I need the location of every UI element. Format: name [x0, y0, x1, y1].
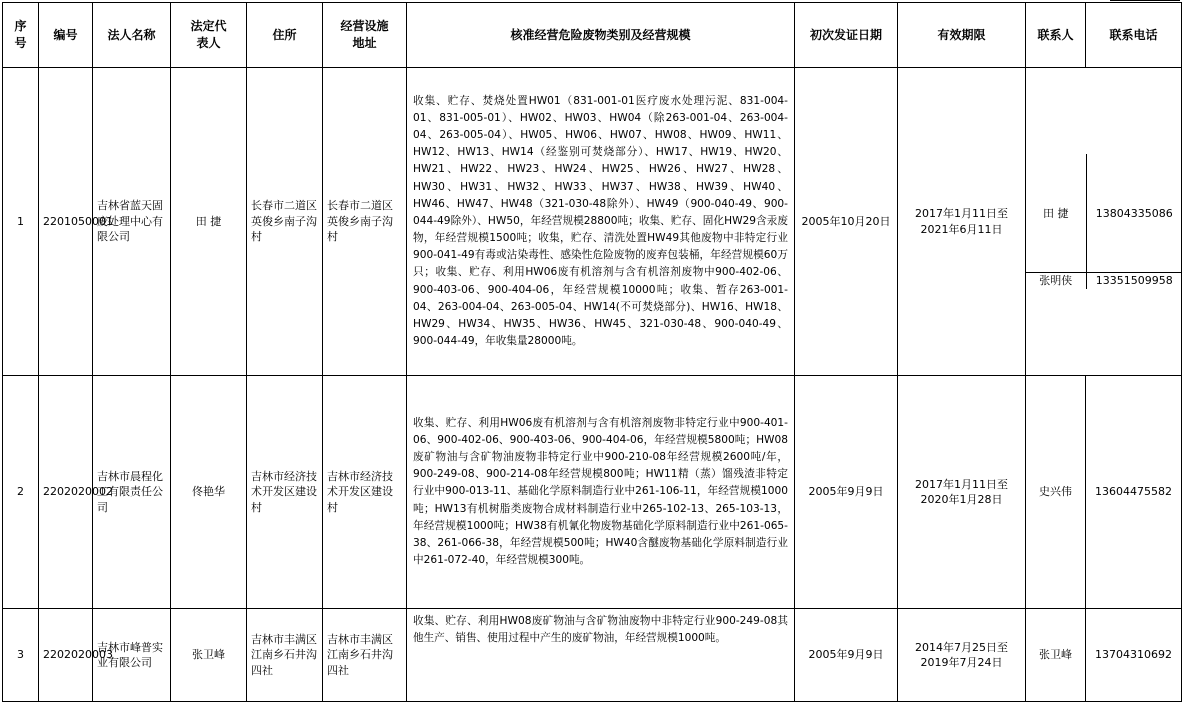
header-scope: 核准经营危险废物类别及经营规模: [407, 3, 795, 68]
contact-row: [1026, 273, 1182, 289]
license-table: [2, 2, 1182, 702]
header-legal-rep: 法定代表人: [171, 3, 247, 68]
row-address: 吉林市丰满区江南乡石井沟四社: [247, 609, 323, 702]
row-legal-rep: 田 捷: [171, 68, 247, 376]
row-validity: 2017年1月11日至2021年6月11日: [898, 68, 1026, 376]
row-first-issue: 2005年9月9日: [795, 609, 898, 702]
header-phone: 联系电话: [1086, 3, 1182, 68]
header-row: [3, 3, 1182, 68]
row-first-issue: 2005年10月20日: [795, 68, 898, 376]
license-table-sheet: [2, 2, 1181, 702]
row-facility: 吉林市经济技术开发区建设村: [323, 376, 407, 609]
contact-name: 张明侠: [1026, 273, 1086, 289]
row-contacts: [1026, 68, 1182, 376]
row-scope: 收集、贮存、焚烧处置HW01（831-001-01医疗废水处理污泥、831-004-01、831-005-01）、HW02、HW03、HW04（除263-001-04、263-004-04、263-005-04）、HW05、HW06、HW07、HW08、HW09、HW11、HW12、HW13、HW14（经鉴别可焚烧部分）、HW17、HW19、HW20、HW21、HW22、HW23、HW24、HW25、HW26、HW27、HW28、HW30、HW31、HW32、HW33、HW37、HW38、HW39、HW40、HW46、HW47、HW48（321-030-48除外）、HW49（900-040-49、900-044-49除外）、HW50，年经营规模28800吨；收集、贮存、固化HW29含汞废物，年经营规模1500吨；收集，贮存、清洗处置HW49其他废物中非特定行业900-041-49有毒或沾染毒性、感染性危险废物的废弃包装桶，年经营规模60万只；收集、贮存、利用HW06废有机溶剂与含有机溶剂废物中900-402-06、900-403-06、900-404-06，年经营规模10000吨；收集、暂存263-001-04、263-004-04、263-005-04、HW14(不可焚烧部分)、HW16、HW18、HW29、HW34、HW35、HW36、HW45、321-030-48、900-040-49、900-044-49，年收集量28000吨。: [407, 68, 795, 376]
row-code: 2202020003: [39, 609, 93, 702]
contact-row: [1026, 154, 1182, 273]
contact-name: 史兴伟: [1026, 376, 1086, 609]
row-address: 长春市二道区英俊乡南子沟村: [247, 68, 323, 376]
header-facility: 经营设施地址: [323, 3, 407, 68]
contact-phone: 13604475582: [1086, 376, 1182, 609]
contact-name: 张卫峰: [1026, 609, 1086, 702]
header-validity: 有效期限: [898, 3, 1026, 68]
row-address: 吉林市经济技术开发区建设村: [247, 376, 323, 609]
row-validity: 2014年7月25日至2019年7月24日: [898, 609, 1026, 702]
row-company: 吉林市晨程化工有限责任公司: [93, 376, 171, 609]
table-row: [3, 68, 1182, 376]
contacts-subtable: [1026, 154, 1182, 288]
contact-phone: 13704310692: [1086, 609, 1182, 702]
row-legal-rep: 佟艳华: [171, 376, 247, 609]
header-seq: 序号: [3, 3, 39, 68]
header-company: 法人名称: [93, 3, 171, 68]
contact-phone: 13351509958: [1095, 274, 1173, 288]
row-company: 吉林省蓝天固废处理中心有限公司: [93, 68, 171, 376]
header-address: 住所: [247, 3, 323, 68]
table-row: [3, 609, 1182, 702]
row-seq: 1: [3, 68, 39, 376]
row-scope: 收集、贮存、利用HW06废有机溶剂与含有机溶剂废物非特定行业中900-401-06、900-402-06、900-403-06、900-404-06，年经营规模5800吨；HW08废矿物油与含矿物油废物非特定行业中900-210-08年经营规模2600吨/年，900-249-08、900-214-08年经营规模800吨；HW11精（蒸）馏残渣非特定行业中900-013-11、基础化学原料制造行业中261-106-11，年经营规模1000吨；HW13有机树脂类废物合成材料制造行业中265-102-13、265-103-13，年经营规模1000吨；HW38有机氰化物废物基础化学原料制造行业中261-065-38、261-066-38，年经营规模500吨；HW40含醚废物基础化学原料制造行业中261-072-40，年经营规模300吨。: [407, 376, 795, 609]
top-rule: [1110, 0, 1180, 1]
row-code: 2201050001: [39, 68, 93, 376]
row-first-issue: 2005年9月9日: [795, 376, 898, 609]
row-legal-rep: 张卫峰: [171, 609, 247, 702]
row-validity: 2017年1月11日至2020年1月28日: [898, 376, 1026, 609]
header-contact: 联系人: [1026, 3, 1086, 68]
table-row: [3, 376, 1182, 609]
row-seq: 2: [3, 376, 39, 609]
header-first-issue: 初次发证日期: [795, 3, 898, 68]
row-scope: 收集、贮存、利用HW08废矿物油与含矿物油废物中非特定行业900-249-08其他生产、销售、使用过程中产生的废矿物油，年经营规模1000吨。: [407, 609, 795, 702]
header-code: 编号: [39, 3, 93, 68]
row-facility: 长春市二道区英俊乡南子沟村: [323, 68, 407, 376]
contact-phone: 13804335086: [1086, 154, 1182, 273]
row-company: 吉林市峰普实业有限公司: [93, 609, 171, 702]
contact-name: 田 捷: [1026, 154, 1086, 273]
row-facility: 吉林市丰满区江南乡石井沟四社: [323, 609, 407, 702]
row-seq: 3: [3, 609, 39, 702]
row-code: 2202020002: [39, 376, 93, 609]
